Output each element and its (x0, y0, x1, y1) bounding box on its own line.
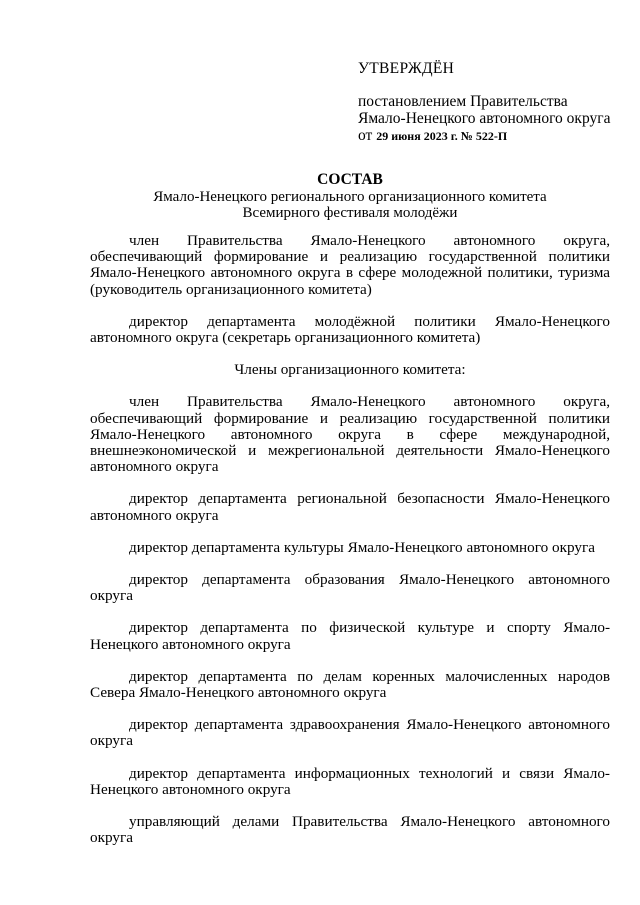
leadership-item: член Правительства Ямало-Ненецкого автономного округа, обеспечивающий формирование и реализацию государственной политики Ямало-Ненецкого автономного округа в сфере молодежной политики, туризма (руководитель организационного комитета) (90, 232, 610, 298)
member-item: директор департамента образования Ямало-Ненецкого автономного округа (90, 571, 610, 605)
leadership-item: директор департамента молодёжной политики Ямало-Ненецкого автономного округа (секретарь организационного комитета) (90, 312, 610, 347)
document-heading: СОСТАВ (317, 171, 383, 188)
approval-line-2: Ямало-Ненецкого автономного округа (358, 110, 611, 127)
member-item: директор департамента здравоохранения Ямало-Ненецкого автономного округа (90, 716, 610, 750)
document-subtitle-1: Ямало-Ненецкого регионального организационного комитета (153, 189, 547, 205)
approval-date-prefix: от (358, 127, 373, 144)
approval-title: УТВЕРЖДЁН (358, 60, 455, 77)
member-item: директор департамента по делам коренных малочисленных народов Севера Ямало-Ненецкого автономного округа (90, 667, 610, 702)
member-item: директор департамента региональной безопасности Ямало-Ненецкого автономного округа (90, 490, 610, 524)
member-item: директор департамента информационных технологий и связи Ямало-Ненецкого автономного округа (90, 764, 610, 798)
approval-date-value: 29 июня 2023 г. № 522-П (376, 129, 508, 143)
approval-line-1: постановлением Правительства (358, 93, 568, 110)
document-body (90, 233, 610, 862)
members-heading: Члены организационного комитета: (234, 361, 466, 379)
member-item: член Правительства Ямало-Ненецкого автономного округа, обеспечивающий формирование и реализацию государственной политики Ямало-Ненецкого автономного округа в сфере международной, внешнеэкономической и межрегиональной деятельности Ямало-Ненецкого автономного округа (90, 393, 610, 476)
member-item: директор департамента культуры Ямало-Ненецкого автономного округа (129, 538, 595, 556)
document-title-block (90, 172, 610, 221)
member-item: управляющий делами Правительства Ямало-Ненецкого автономного округа (90, 813, 610, 847)
approval-date-line (358, 127, 628, 145)
approval-stamp (358, 60, 628, 145)
member-item: директор департамента по физической культуре и спорту Ямало-Ненецкого автономного округа (90, 619, 610, 653)
document-subtitle-2: Всемирного фестиваля молодёжи (242, 205, 458, 221)
